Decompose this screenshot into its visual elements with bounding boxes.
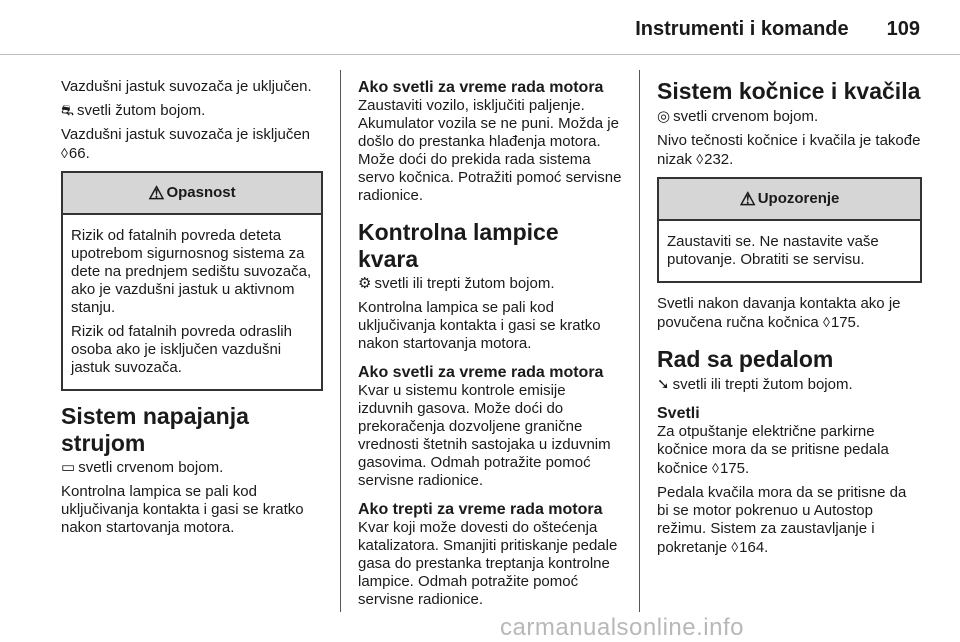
- airbag-on-text: Vazdušni jastuk suvozača je uključen.: [61, 78, 312, 95]
- svetli-text-1: Za otpuštanje električne parkirne kočnice mora da se pritisne pedala kočnice ◊175.: [657, 423, 889, 477]
- watermark: carmanualsonline.info: [500, 614, 744, 641]
- airbag-off-icon: ⛐: [61, 102, 74, 119]
- column-1: [61, 78, 323, 543]
- airbag-off-line: ⛐ svetli žutom bojom.: [61, 102, 206, 119]
- page-ref-icon: ◊: [696, 151, 704, 167]
- foot-pedal-icon: ➘: [657, 376, 670, 393]
- danger-box-body: [63, 215, 321, 389]
- column-divider-1: [340, 70, 341, 612]
- brake-warning-icon: ◎: [657, 108, 671, 125]
- column-3: [657, 78, 922, 563]
- section-heading-mil: Kontrolna lampice kvara: [358, 219, 559, 272]
- page-ref-icon: ◊: [731, 539, 739, 555]
- subheading-svetli: Svetli: [657, 405, 700, 422]
- parking-brake-text: Svetli nakon davanja kontakta ako je povučena ručna kočnica ◊175.: [657, 295, 901, 331]
- airbag-disabled-text: Vazdušni jastuk suvozača je isključen ◊66.: [61, 126, 311, 162]
- header-rule: [0, 54, 960, 55]
- mil-lamp-line: ⚙ svetli ili trepti žutom bojom.: [358, 275, 555, 292]
- subheading-running: Ako svetli za vreme rada motora: [358, 79, 604, 96]
- page-header: [635, 18, 920, 41]
- section-heading-pedal: Rad sa pedalom: [657, 346, 834, 372]
- page-ref-icon: ◊: [712, 460, 719, 476]
- pedal-lamp-line: ➘ svetli ili trepti žutom bojom.: [657, 376, 853, 393]
- subheading-running-2: Ako svetli za vreme rada motora: [358, 364, 604, 381]
- svetli-text-2: Pedala kvačila mora da se pritisne da bi se motor pokrenuo u Autostop režimu. Sistem za zaustavljanje i pokretanje ◊164.: [657, 484, 907, 556]
- column-2: [358, 78, 624, 615]
- warning-triangle-icon: ⚠: [148, 183, 165, 203]
- brake-fluid-text: Nivo tečnosti kočnice i kvačila je takođe nizak ◊232.: [657, 132, 921, 168]
- page-ref-icon: ◊: [61, 145, 68, 161]
- caution-box-body: [659, 221, 920, 281]
- danger-text-2: Rizik od fatalnih povreda odraslih osoba ako je isključen vazdušni jastuk suvozača.: [71, 323, 292, 376]
- page-ref: 66.: [68, 145, 90, 162]
- power-lamp-line: ▭ svetli crvenom bojom.: [61, 459, 224, 476]
- battery-icon: ▭: [61, 459, 76, 476]
- caution-box: [657, 177, 922, 283]
- power-text: Kontrolna lampica se pali kod uključivanja kontakta i gasi se kratko nakon startovanja motora.: [61, 483, 304, 536]
- danger-text-1: Rizik od fatalnih povreda deteta upotrebom sigurnosnog sistema za dete na prednjem sedištu suvozača, ako je vazdušni jastuk u aktivnom stanju.: [71, 227, 312, 316]
- running2-text: Kvar u sistemu kontrole emisije izduvnih gasova. Može doći do prekoračenja dozvoljene granične vrednosti štetnih sastojaka u izduvnim gasovima. Odmah potražite pomoć servisne radionice.: [358, 382, 611, 489]
- engine-icon: ⚙: [358, 275, 372, 292]
- section-heading-power: Sistem napajanja strujom: [61, 403, 249, 456]
- subheading-flashing: Ako trepti za vreme rada motora: [358, 501, 603, 518]
- caution-box-title: ⚠ Upozorenje: [659, 179, 920, 221]
- header-title: Instrumenti i komande: [635, 18, 849, 40]
- column-divider-2: [639, 70, 640, 612]
- mil-text: Kontrolna lampica se pali kod uključivanja kontakta i gasi se kratko nakon startovanja motora.: [358, 299, 601, 352]
- danger-box: [61, 171, 323, 391]
- caution-text: Zaustaviti se. Ne nastavite vaše putovanje. Obratiti se servisu.: [667, 233, 879, 268]
- running-text: Zaustaviti vozilo, isključiti paljenje. Akumulator vozila se ne puni. Možda je došlo do prestanka hlađenja motora. Može doći do prekida rada sistema servo kočnica. Potražiti pomoć servisne radionice.: [358, 97, 622, 204]
- page-number: 109: [886, 18, 920, 40]
- danger-box-title: ⚠ Opasnost: [63, 173, 321, 215]
- warning-triangle-icon: ⚠: [739, 189, 756, 209]
- page-ref-icon: ◊: [822, 314, 830, 330]
- section-heading-brake: Sistem kočnice i kvačila: [657, 78, 921, 104]
- brake-lamp-line: ◎ svetli crvenom bojom.: [657, 108, 819, 125]
- flash-text: Kvar koji može dovesti do oštećenja katalizatora. Smanjiti pritiskanje pedale gasa do prestanka treptanja kontrolne lampice. Odmah potražite pomoć servisne radionice.: [358, 519, 618, 608]
